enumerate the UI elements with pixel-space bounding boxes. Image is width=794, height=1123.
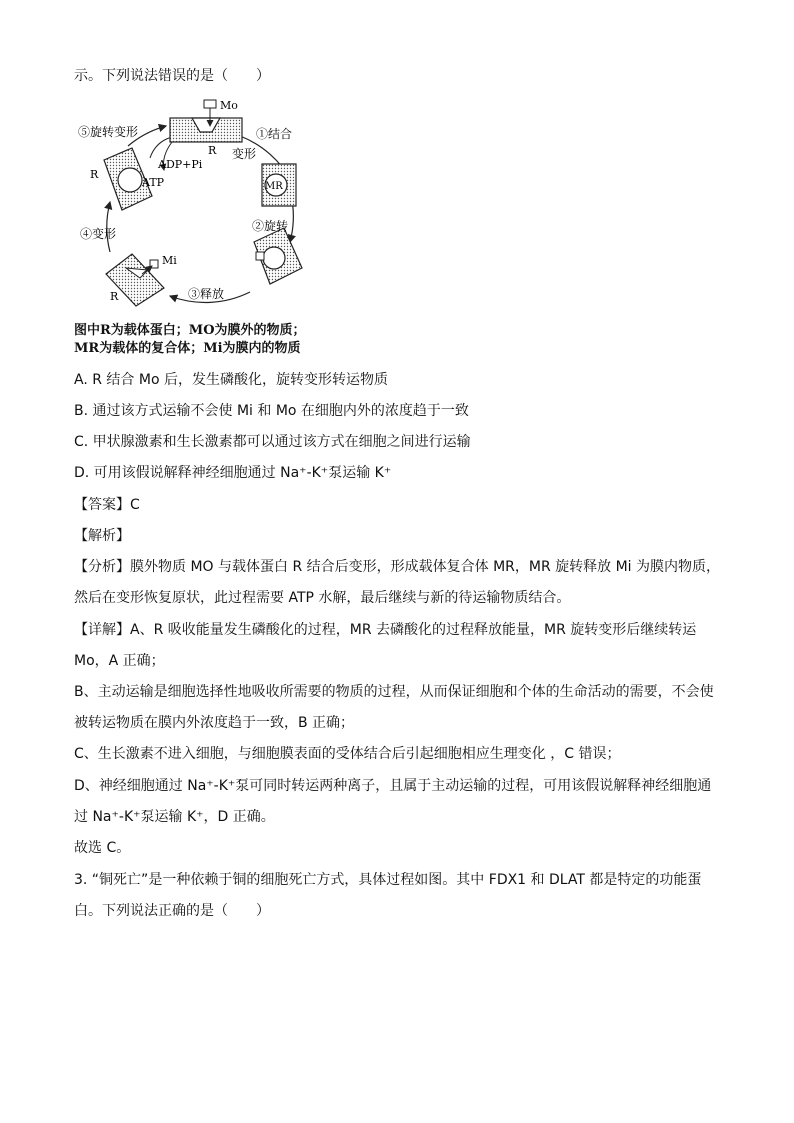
analysis-line-1: 【分析】膜外物质 MO 与载体蛋白 R 结合后变形，形成载体复合体 MR，MR 旋转释放 Mi 为膜内物质， — [74, 559, 721, 575]
label-atp: ATP — [142, 176, 165, 189]
detail-line-4: 被转运物质在膜内外浓度趋于一致，B 正确； — [74, 715, 355, 731]
label-r-left: R — [90, 168, 99, 181]
label-step4: ④变形 — [80, 227, 117, 241]
option-a: A. R 结合 Mo 后，发生磷酸化，旋转变形转运物质 — [74, 372, 388, 388]
next-question-line-2: 白。下列说法正确的是（ ） — [74, 903, 270, 919]
diagram-caption-2: MR为载体的复合体；Mi为膜内的物质 — [74, 341, 301, 356]
analysis-heading: 【解析】 — [74, 528, 130, 544]
label-step1: ①结合 — [256, 127, 293, 141]
option-b: B. 通过该方式运输不会使 Mi 和 Mo 在细胞内外的浓度趋于一致 — [74, 403, 469, 419]
label-r-top: R — [208, 144, 217, 157]
option-c: C. 甲状腺激素和生长激素都可以通过该方式在细胞之间进行运输 — [74, 434, 471, 450]
next-question-line-1: 3. “铜死亡”是一种依赖于铜的细胞死亡方式，具体过程如图。其中 FDX1 和 DLAT 都是特定的功能蛋 — [74, 872, 702, 888]
label-step2: ②旋转 — [252, 219, 289, 233]
label-adp: ADP+Pi — [158, 158, 203, 171]
answer: 【答案】C — [74, 497, 140, 513]
detail-line-2: Mo，A 正确； — [74, 653, 165, 669]
question-intro: 示。下列说法错误的是（ ） — [74, 68, 270, 84]
detail-line-6: D、神经细胞通过 Na⁺-K⁺泵可同时转运两种离子，且属于主动运输的过程，可用该假说解释神经细胞通 — [74, 778, 712, 794]
label-step1b: 变形 — [232, 147, 257, 161]
detail-line-1: 【详解】A、R 吸收能量发生磷酸化的过程，MR 去磷酸化的过程释放能量，MR 旋转变形后继续转运 — [74, 622, 697, 638]
carrier-lower-right — [254, 228, 302, 284]
label-mi: Mi — [162, 254, 177, 267]
label-mr: MR — [265, 181, 283, 192]
detail-line-7: 过 Na⁺-K⁺泵运输 K⁺，D 正确。 — [74, 809, 275, 825]
detail-line-5: C、生长激素不进入细胞，与细胞膜表面的受体结合后引起细胞相应生理变化 ，C 错误； — [74, 746, 621, 762]
label-step3: ③释放 — [188, 287, 225, 301]
diagram-caption-1: 图中R为载体蛋白；MO为膜外的物质； — [74, 323, 306, 338]
option-d: D. 可用该假说解释神经细胞通过 Na⁺-K⁺泵运输 K⁺ — [74, 465, 392, 481]
label-step5: ⑤旋转变形 — [78, 125, 139, 139]
carrier-transport-diagram — [70, 92, 340, 360]
label-r-bottom: R — [110, 290, 119, 303]
label-mo: Mo — [220, 99, 238, 112]
analysis-line-2: 然后在变形恢复原状，此过程需要 ATP 水解，最后继续与新的待运输物质结合。 — [74, 590, 571, 606]
detail-line-3: B、主动运输是细胞选择性地吸收所需要的物质的过程，从而保证细胞和个体的生命活动的需要，不会使 — [74, 684, 714, 700]
detail-line-8: 故选 C。 — [74, 840, 131, 856]
